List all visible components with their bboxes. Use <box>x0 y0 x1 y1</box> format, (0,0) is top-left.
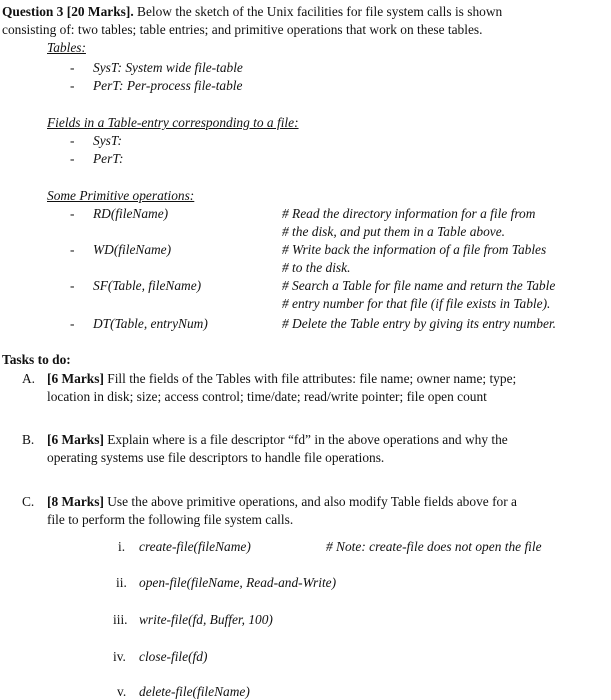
primitive-sf-comment-1: # Search a Table for file name and return the Table <box>282 278 556 293</box>
task-b-letter: B. <box>22 432 35 447</box>
primitive-bullet-dt: - <box>70 316 75 331</box>
question-intro-line1 <box>2 4 502 20</box>
call-number-v: v. <box>117 684 127 699</box>
primitive-bullet-wd: - <box>70 242 75 257</box>
call-number-iv: iv. <box>113 649 126 664</box>
fields-bullet-1: - <box>70 133 75 148</box>
primitive-rd: RD(fileName) <box>93 206 169 221</box>
task-b-text: Explain where is a file descriptor “fd” in the above operations and why the <box>103 432 508 447</box>
call-open-file: open-file(fileName, Read-and-Write) <box>139 575 337 590</box>
primitive-wd-comment-2: # to the disk. <box>282 260 351 275</box>
task-a-line1 <box>47 371 516 387</box>
primitive-sf-comment-2: # entry number for that file (if file exists in Table). <box>282 296 551 311</box>
task-b-line2: operating systems use file descriptors to handle file operations. <box>47 450 385 465</box>
question-intro-line2: consisting of: two tables; table entries; and primitive operations that work on these tables. <box>2 22 483 37</box>
call-create-file-note: # Note: create-file does not open the file <box>326 539 542 554</box>
fields-item-pert: PerT: <box>93 151 124 166</box>
tables-bullet-2: - <box>70 78 75 93</box>
question-intro-text: Below the sketch of the Unix facilities for file system calls is shown <box>133 4 503 19</box>
primitive-dt-comment-1: # Delete the Table entry by giving its entry number. <box>282 316 556 331</box>
fields-item-syst: SysT: <box>93 133 123 148</box>
tables-heading: Tables: <box>47 40 86 55</box>
primitive-sf: SF(Table, fileName) <box>93 278 202 293</box>
call-write-file: write-file(fd, Buffer, 100) <box>139 612 273 627</box>
call-close-file: close-file(fd) <box>139 649 208 664</box>
fields-heading: Fields in a Table-entry corresponding to a file: <box>47 115 299 130</box>
call-create-file: create-file(fileName) <box>139 539 251 554</box>
primitive-rd-comment-1: # Read the directory information for a file from <box>282 206 536 221</box>
tables-item-pert: PerT: Per-process file-table <box>93 78 243 93</box>
task-a-marks: [6 Marks] <box>47 371 104 386</box>
task-a-text: Fill the fields of the Tables with file attributes: file name; owner name; type; <box>103 371 517 386</box>
primitive-rd-comment-2: # the disk, and put them in a Table above. <box>282 224 506 239</box>
primitive-wd-comment-1: # Write back the information of a file from Tables <box>282 242 547 257</box>
task-a-letter: A. <box>22 371 36 386</box>
primitives-heading: Some Primitive operations: <box>47 188 195 203</box>
task-c-marks: [8 Marks] <box>47 494 104 509</box>
tasks-heading: Tasks to do: <box>2 352 71 367</box>
tables-bullet-1: - <box>70 60 75 75</box>
task-c-letter: C. <box>22 494 35 509</box>
call-number-ii: ii. <box>116 575 127 590</box>
call-number-i: i. <box>118 539 126 554</box>
task-b-marks: [6 Marks] <box>47 432 104 447</box>
task-c-line1 <box>47 494 517 510</box>
call-number-iii: iii. <box>113 612 128 627</box>
task-c-line2: file to perform the following file system calls. <box>47 512 294 527</box>
call-delete-file: delete-file(fileName) <box>139 684 250 699</box>
primitive-wd: WD(fileName) <box>93 242 172 257</box>
task-b-line1 <box>47 432 508 448</box>
fields-bullet-2: - <box>70 151 75 166</box>
primitive-bullet-rd: - <box>70 206 75 221</box>
task-a-line2: location in disk; size; access control; time/date; read/write pointer; file open count <box>47 389 487 404</box>
primitive-bullet-sf: - <box>70 278 75 293</box>
question-label: Question 3 [20 Marks]. <box>2 4 134 19</box>
primitive-dt: DT(Table, entryNum) <box>93 316 208 331</box>
task-c-text: Use the above primitive operations, and also modify Table fields above for a <box>103 494 517 509</box>
tables-item-syst: SysT: System wide file-table <box>93 60 243 75</box>
